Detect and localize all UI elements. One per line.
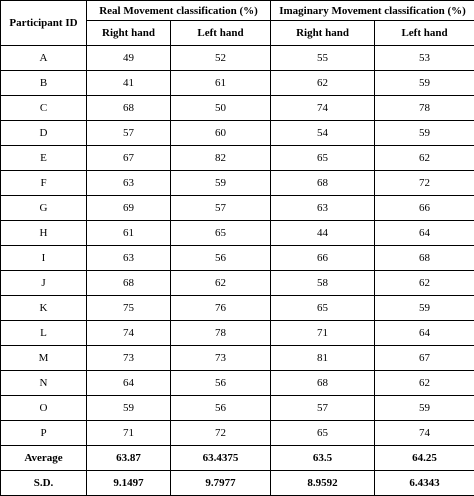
imaginary-right-hand-cell: 54 [271,121,375,146]
participant-id-cell: M [1,346,87,371]
real-right-hand-cell: 57 [87,121,171,146]
imaginary-right-hand-cell: 81 [271,346,375,371]
table-row [1,121,474,146]
real-left-hand-cell: 56 [171,371,271,396]
participant-id-cell: N [1,371,87,396]
real-left-hand-cell: 9.7977 [171,471,271,496]
imaginary-left-hand-cell: 62 [375,271,474,296]
imaginary-left-hand-cell: 62 [375,371,474,396]
real-right-hand-cell: 67 [87,146,171,171]
imaginary-left-hand-cell: 59 [375,121,474,146]
participant-id-cell: H [1,221,87,246]
real-left-hand-cell: 59 [171,171,271,196]
imaginary-left-hand-cell: 59 [375,71,474,96]
imaginary-left-hand-cell: 78 [375,96,474,121]
imaginary-right-hand-cell: 62 [271,71,375,96]
table-row [1,321,474,346]
participant-id-cell: P [1,421,87,446]
real-right-hand-cell: 64 [87,371,171,396]
real-left-hand-cell: 56 [171,396,271,421]
real-right-hand-cell: 9.1497 [87,471,171,496]
imaginary-right-hand-cell: 65 [271,296,375,321]
imaginary-right-hand-cell: 68 [271,371,375,396]
participant-id-cell: B [1,71,87,96]
real-right-hand-cell: 73 [87,346,171,371]
real-left-hand-cell: 78 [171,321,271,346]
imaginary-right-hand-cell: 55 [271,46,375,71]
imaginary-left-hand-cell: 6.4343 [375,471,474,496]
participant-id-cell: K [1,296,87,321]
real-left-hand-cell: 57 [171,196,271,221]
real-right-hand-cell: 49 [87,46,171,71]
participant-id-cell: F [1,171,87,196]
real-right-hand-cell: 74 [87,321,171,346]
participant-id-cell: C [1,96,87,121]
summary-row [1,471,474,496]
participant-id-cell: J [1,271,87,296]
imaginary-left-hand-cell: 68 [375,246,474,271]
real-right-hand-cell: 68 [87,271,171,296]
table-row [1,46,474,71]
imaginary-left-hand-cell: 59 [375,296,474,321]
real-right-hand-cell: 63 [87,246,171,271]
summary-label-cell: Average [1,446,87,471]
table-row [1,296,474,321]
real-left-hand-cell: 62 [171,271,271,296]
real-right-hand-cell: 68 [87,96,171,121]
table-row [1,71,474,96]
real-left-hand-cell: 63.4375 [171,446,271,471]
table-row [1,396,474,421]
summary-row [1,446,474,471]
summary-label-cell: S.D. [1,471,87,496]
participant-id-cell: I [1,246,87,271]
table-row [1,246,474,271]
table-row [1,171,474,196]
table-row [1,371,474,396]
participant-id-cell: A [1,46,87,71]
real-right-hand-cell: 61 [87,221,171,246]
real-right-hand-cell: 59 [87,396,171,421]
imaginary-left-hand-cell: 64 [375,321,474,346]
table-row [1,96,474,121]
real-right-hand-cell: 71 [87,421,171,446]
imaginary-right-hand-cell: 65 [271,421,375,446]
imaginary-right-hand-cell: 63.5 [271,446,375,471]
imaginary-left-hand-cell: 59 [375,396,474,421]
imaginary-left-hand-cell: 74 [375,421,474,446]
imaginary-right-hand-cell: 71 [271,321,375,346]
table-row [1,271,474,296]
real-left-hand-cell: 73 [171,346,271,371]
imaginary-left-hand-cell: 66 [375,196,474,221]
participant-id-cell: G [1,196,87,221]
real-left-hand-cell: 56 [171,246,271,271]
table-row [1,221,474,246]
table-header [1,1,474,46]
real-left-hand-cell: 50 [171,96,271,121]
imaginary-right-hand-header: Right hand [271,21,375,46]
participant-id-header: Participant ID [1,1,87,46]
imaginary-right-hand-cell: 57 [271,396,375,421]
participant-id-cell: D [1,121,87,146]
imaginary-right-hand-cell: 44 [271,221,375,246]
participant-id-cell: L [1,321,87,346]
real-right-hand-cell: 63 [87,171,171,196]
real-left-hand-cell: 72 [171,421,271,446]
imaginary-right-hand-cell: 68 [271,171,375,196]
table-body [1,46,474,496]
real-right-hand-cell: 63.87 [87,446,171,471]
real-right-hand-header: Right hand [87,21,171,46]
table-row [1,146,474,171]
table-row [1,196,474,221]
real-right-hand-cell: 69 [87,196,171,221]
real-left-hand-header: Left hand [171,21,271,46]
participant-id-cell: O [1,396,87,421]
participant-id-cell: E [1,146,87,171]
imaginary-left-hand-cell: 62 [375,146,474,171]
imaginary-right-hand-cell: 66 [271,246,375,271]
imaginary-right-hand-cell: 65 [271,146,375,171]
real-left-hand-cell: 52 [171,46,271,71]
real-left-hand-cell: 60 [171,121,271,146]
imaginary-left-hand-cell: 64.25 [375,446,474,471]
real-left-hand-cell: 82 [171,146,271,171]
real-left-hand-cell: 61 [171,71,271,96]
table-row [1,346,474,371]
real-right-hand-cell: 75 [87,296,171,321]
imaginary-left-hand-cell: 72 [375,171,474,196]
real-right-hand-cell: 41 [87,71,171,96]
real-movement-header: Real Movement classification (%) [87,1,271,21]
real-left-hand-cell: 65 [171,221,271,246]
imaginary-left-hand-cell: 64 [375,221,474,246]
imaginary-movement-header: Imaginary Movement classification (%) [271,1,474,21]
imaginary-left-hand-cell: 53 [375,46,474,71]
imaginary-right-hand-cell: 8.9592 [271,471,375,496]
imaginary-right-hand-cell: 63 [271,196,375,221]
imaginary-right-hand-cell: 58 [271,271,375,296]
imaginary-left-hand-cell: 67 [375,346,474,371]
imaginary-right-hand-cell: 74 [271,96,375,121]
imaginary-left-hand-header: Left hand [375,21,474,46]
table-row [1,421,474,446]
real-left-hand-cell: 76 [171,296,271,321]
